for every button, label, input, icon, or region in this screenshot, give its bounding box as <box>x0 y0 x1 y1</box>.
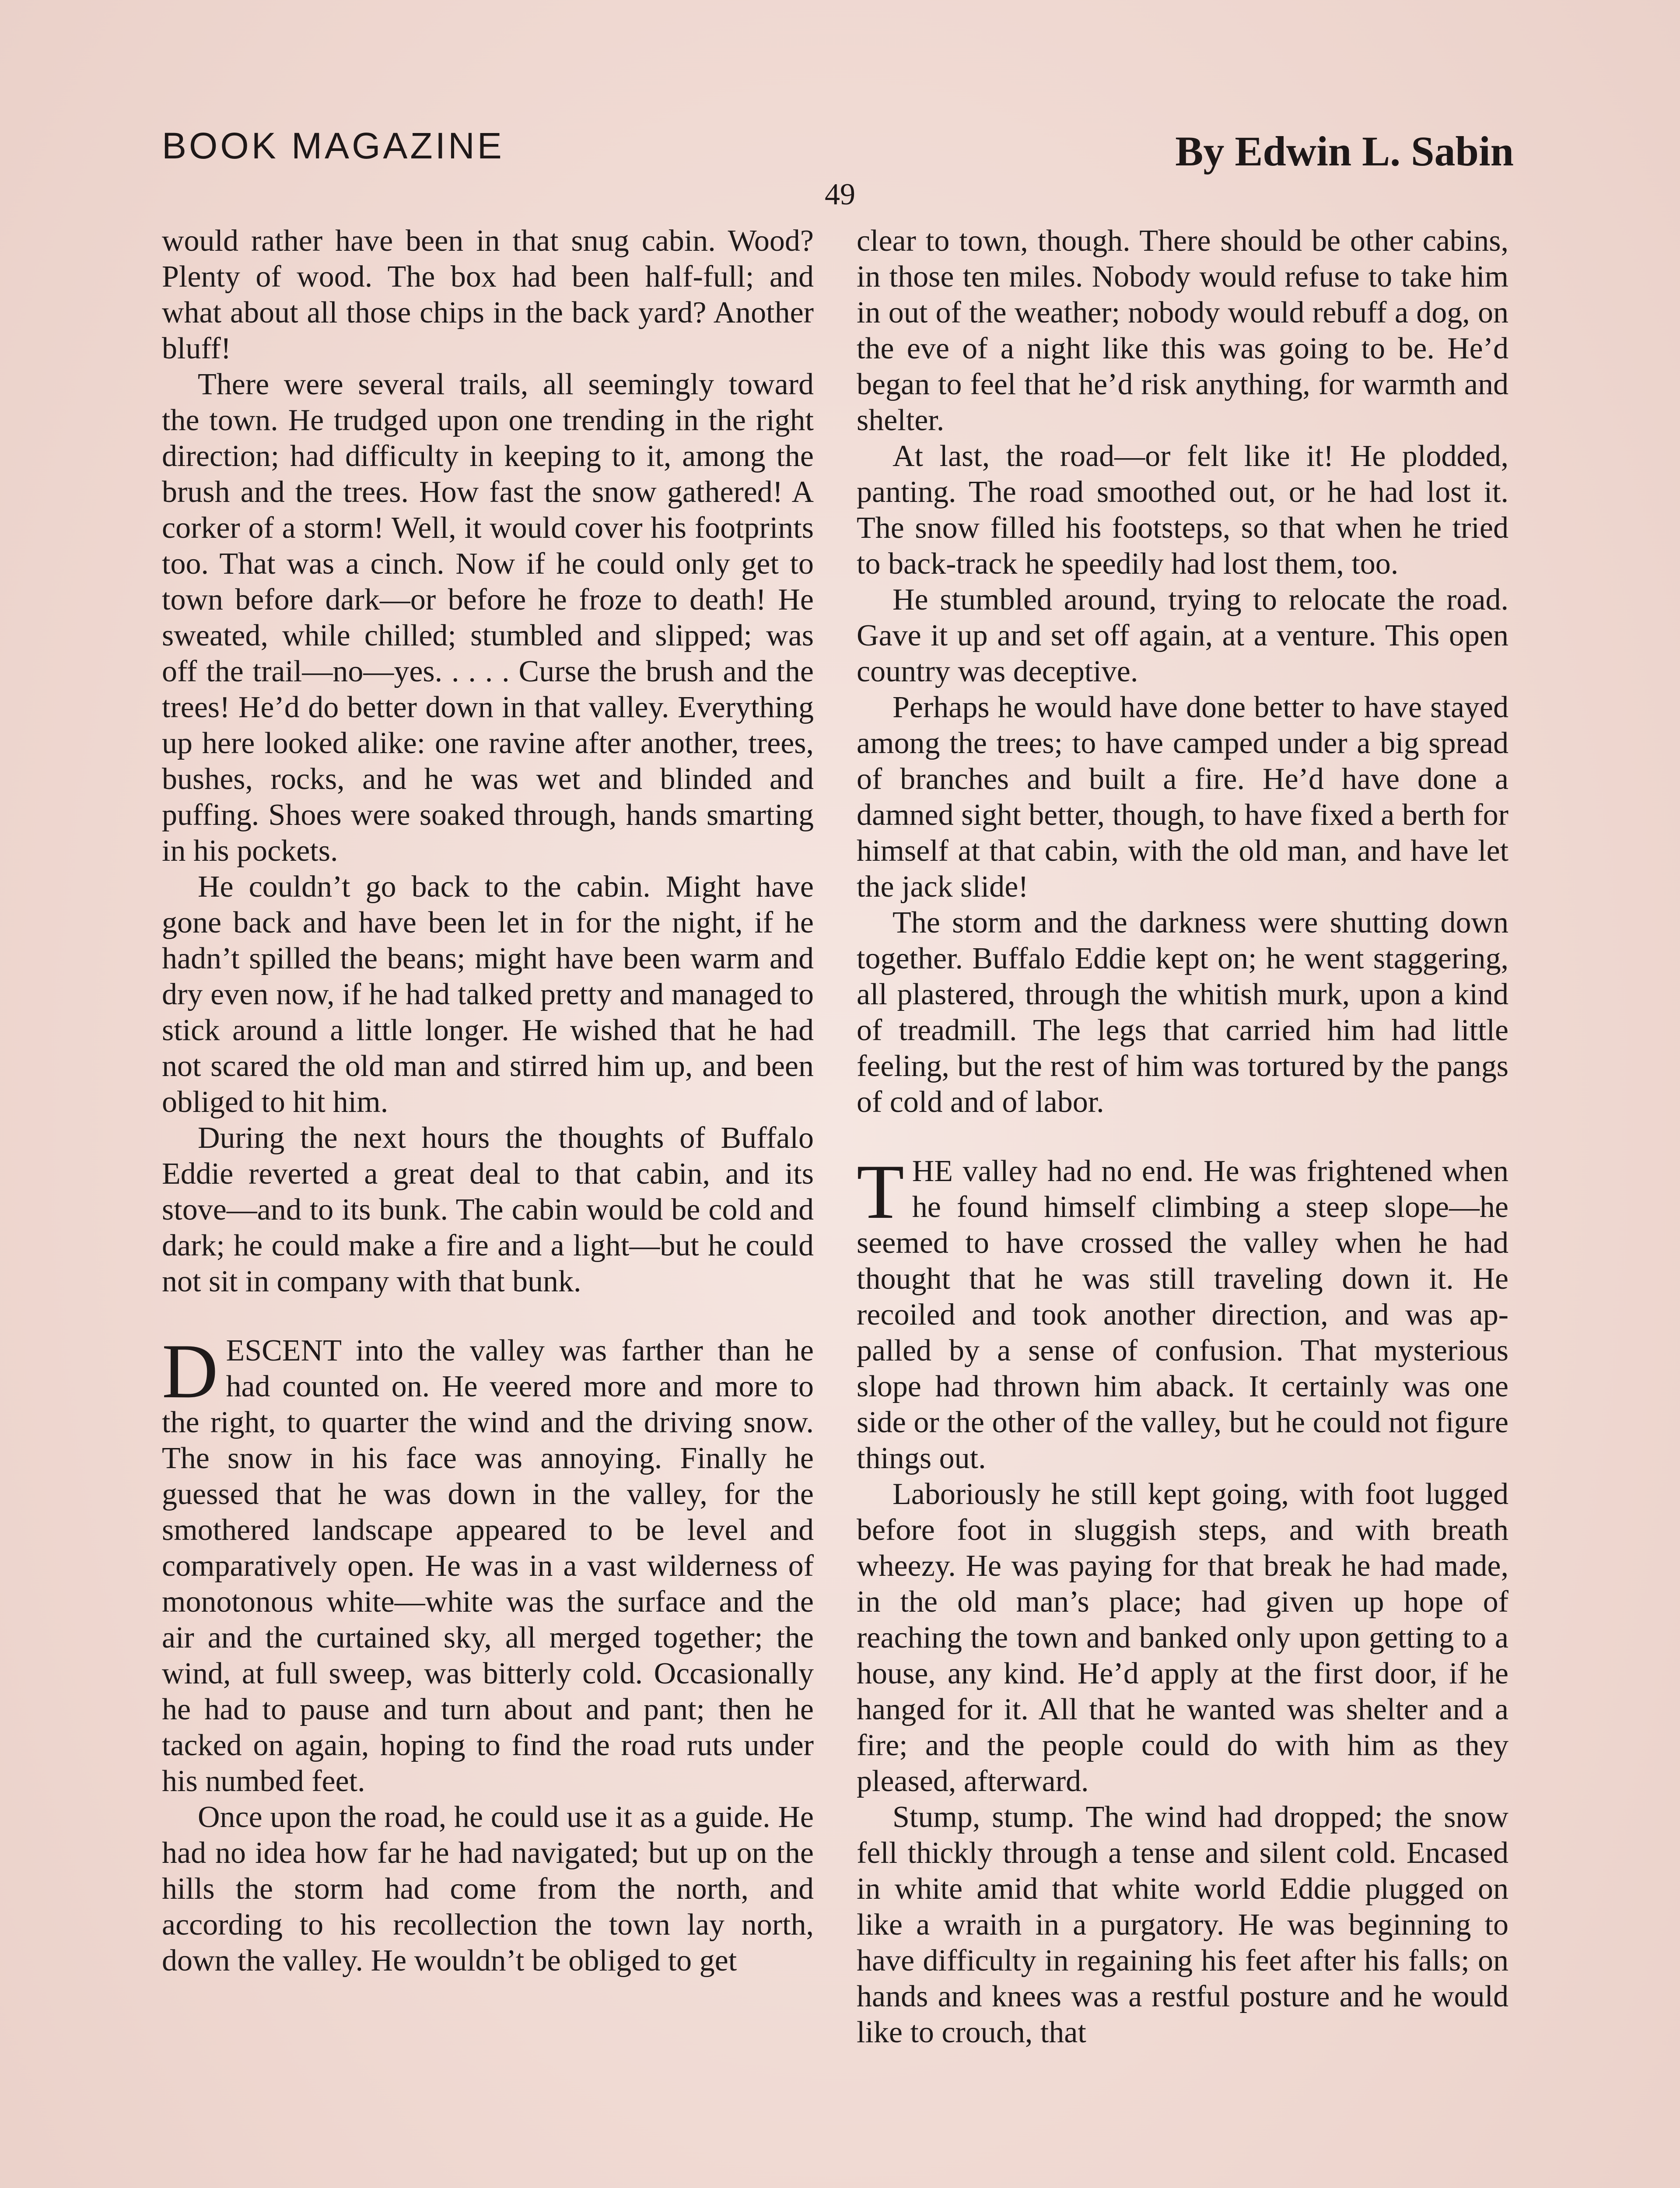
drop-cap: T <box>857 1148 904 1235</box>
author-byline: By Edwin L. Sabin <box>1175 128 1514 175</box>
paragraph: Laboriously he still kept going, with foot lugged before foot in sluggish steps, and with breath wheezy. He was paying for that break he had made, in the old man’s place; had given up hope of reaching the town and banked only upon getting to a house, any kind. He’d apply at the first door, if he hanged for it. All that he wanted was shelter and a fire; and the people could do with him as they pleased, afterward. <box>857 1477 1508 1798</box>
drop-cap: D <box>162 1328 218 1414</box>
left-column <box>162 223 814 1979</box>
section-text: HE valley had no end. He was frightened when he found himself climbing a steep slope—he seemed to have crossed the valley when he had thought that he was still traveling down it. He recoiled and took another direction, and was appalled by a sense of confusion. That mysterious slope had thrown him aback. It certainly was one side or the other of the valley, but he could not figure things out. <box>857 1154 1508 1475</box>
paragraph: Once upon the road, he could use it as a guide. He had no idea how far he had navigated; but up on the hills the storm had come from the north, and according to his recollection the town lay north, down the valley. He wouldn’t be obliged to get <box>162 1800 814 1978</box>
right-column <box>857 223 1508 2051</box>
section-text: ESCENT into the valley was farther than he had counted on. He veered more and more to the right, to quarter the wind and the driving snow. The snow in his face was annoying. Finally he guessed that he was down in the valley, for the smothered landscape appeared to be level and comparatively open. He was in a vast wilderness of monotonous white—white was the surface and the air and the curtained sky, all merged together; the wind, at full sweep, was bitterly cold. Occasionally he had to pause and turn about and pant; then he tacked on again, hoping to find the road ruts under his numbed feet. <box>162 1334 814 1798</box>
paragraph: would rather have been in that snug cabin. Wood? Plenty of wood. The box had been half-full; and what about all those chips in the back yard? Another bluff! <box>162 224 814 365</box>
section-opening-paragraph <box>857 1148 1508 1476</box>
paragraph: During the next hours the thoughts of Buffalo Eddie reverted a great deal to that cabin, and its stove—and to its bunk. The cabin would be cold and dark; he could make a fire and a light—but he could not sit in company with that bunk. <box>162 1121 814 1298</box>
paragraph: At last, the road—or felt like it! He plodded, panting. The road smoothed out, or he had lost it. The snow filled his footsteps, so that when he tried to back-track he speedily had lost them, too. <box>857 439 1508 581</box>
page-number: 49 <box>825 178 855 211</box>
paragraph: clear to town, though. There should be other cabins, in those ten miles. Nobody would refuse to take him in out of the weather; nobody would rebuff a dog, on the eve of a night like this was going to be. He’d began to feel that he’d risk anything, for warmth and shelter. <box>857 224 1508 437</box>
paragraph: Stump, stump. The wind had dropped; the snow fell thickly through a tense and silent cold. Encased in white amid that white world Eddie plugged on like a wraith in a purgatory. He was beginning to have difficulty in regaining his feet after his falls; on hands and knees was a restful posture and he would like to crouch, that <box>857 1800 1508 2049</box>
magazine-title: BOOK MAGAZINE <box>162 125 504 166</box>
section-opening-paragraph <box>162 1328 814 1799</box>
paragraph: The storm and the darkness were shutting down together. Buffalo Eddie kept on; he went staggering, all plastered, through the whitish murk, upon a kind of treadmill. The legs that carried him had little feeling, but the rest of him was tortured by the pangs of cold and of labor. <box>857 906 1508 1119</box>
paragraph: He couldn’t go back to the cabin. Might have gone back and have been let in for the night, if he hadn’t spilled the beans; might have been warm and dry even now, if he had talked pretty and managed to stick around a little longer. He wished that he had not scared the old man and stirred him up, and been obliged to hit him. <box>162 870 814 1119</box>
paragraph: He stumbled around, trying to relocate the road. Gave it up and set off again, at a venture. This open country was deceptive. <box>857 583 1508 688</box>
paragraph: Perhaps he would have done better to have stayed among the trees; to have camped under a big spread of branches and built a fire. He’d have done a damned sight better, though, to have fixed a berth for himself at that cabin, with the old man, and have let the jack slide! <box>857 691 1508 904</box>
paragraph: There were several trails, all seemingly toward the town. He trudged upon one trending in the right direction; had difficulty in keeping to it, among the brush and the trees. How fast the snow gathered! A corker of a storm! Well, it would cover his footprints too. That was a cinch. Now if he could only get to town before dark—or before he froze to death! He sweated, while chilled; stumbled and slipped; was off the trail—no—yes. . . . . Curse the brush and the trees! He’d do better down in that valley. Everything up here looked alike: one ravine after another, trees, bushes, rocks, and he was wet and blinded and puffing. Shoes were soaked through, hands smarting in his pockets. <box>162 368 814 868</box>
